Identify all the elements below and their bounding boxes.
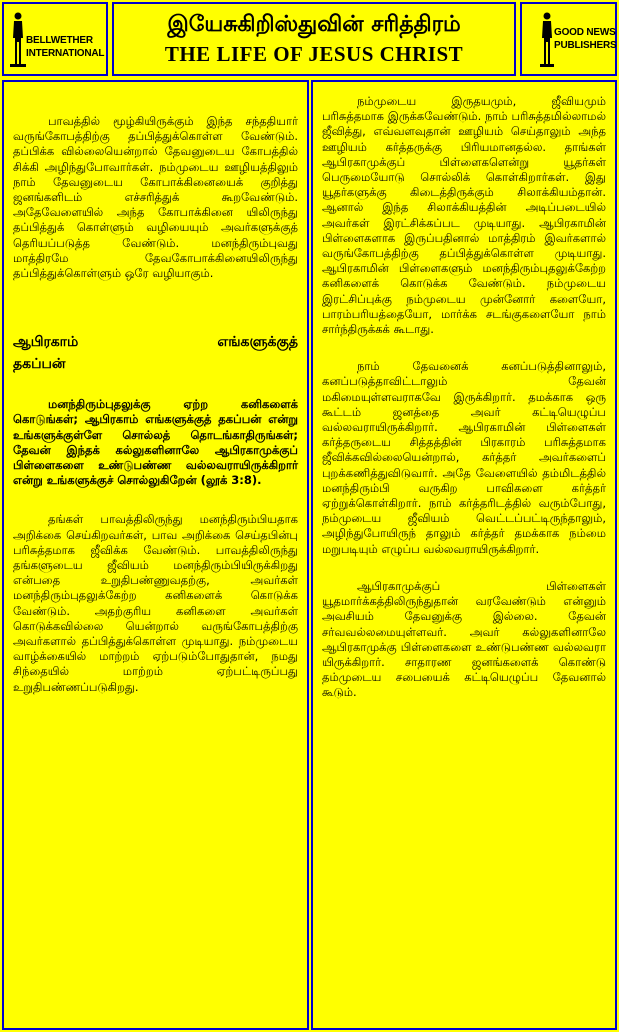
scripture-quote: மனந்திரும்புதலுக்கு ஏற்ற கனிகளைக் கொடுங்கள்; ஆபிரகாம் எங்களுக்குத் தகப்பன் என்று உங்களுக்குள்ளே சொல்லத் தொடங்காதிருங்கள்; தேவன் இந்தக் கல்லுகளினாலே ஆபிரகாமுக்குப் பிள்ளைகளை உண்டுபண்ண வல்லவராயிருக்கிறார் என்று உங்களுக்குச் சொல்லுகிறேன் (லூக் 3:8). (13, 397, 298, 488)
good-news-logo (520, 2, 617, 76)
good-news-logo-line2: PUBLISHERS (554, 40, 617, 51)
right-paragraph-2: நாம் தேவனைக் கனப்படுத்தினாலும், கனப்படுத்தாவிட்டாலும் தேவன் மகிமையுள்ளவராகவே இருக்கிறார். தமக்காக ஒரு கூட்டம் ஜனத்தை அவர் கட்டியெழுப்ப வல்லவராயிருக்கிறார். ஆபிரகாமின் பிள்ளைகள் கர்த்தருடைய சித்தத்தின் பிரகாரம் பரிசுத்தமாக ஜீவிக்கவில்லையென்றால், கர்த்தர் அவர்களைப் புறக்கணித்துவிடுவார். அதே வேளையில் தம்மிடத்தில் மனந்திரும்பி வருகிற பாவிகளை கர்த்தர் ஏற்றுக்கொள்கிறார். நாம் கர்த்தரிடத்தில் வரும்போது, நம்முடைய ஜீவியம் வெட்டப்பட்டிருந்தாலும், அழிந்துபோயிருந் தாலும் கர்த்தர் தமக்காக நம்மை மறுபடியும் எழுப்ப வல்லவராயிருக்கிறார். (322, 359, 606, 556)
bellwether-logo-line1: BELLWETHER (26, 35, 93, 46)
bellwether-figure-icon (10, 12, 26, 68)
section-heading-line1: ஆபிரகாம் எங்களுக்குத் (13, 334, 298, 351)
right-paragraph-1: நம்முடைய இருதயமும், ஜீவியமும் பரிசுத்தமாக இருக்கவேண்டும். நாம் பரிசுத்தமில்லாமல் ஜீவித்து, எவ்வளவுதான் ஊழியம் செய்தாலும் அந்த ஊழியம் கர்த்தருக்கு பிரியமானதல்ல. தாங்கள் ஆபிரகாமுக்குப் பிள்ளைகளென்று யூதர்கள் பெருமையோடு சொல்லிக் கொள்கிறார்கள். இது யூதர்களுக்கு கிடைத்திருக்கும் சிலாக்கியம்தான். ஆனால் இந்த சிலாக்கியத்தின் அடிப்படையில் அவர்கள் இரட்சிக்கப்பட முடியாது. ஆபிரகாமின் பிள்ளைகளாக இருப்பதினால் மாத்திரம் இவர்களால் வருங்கோபத்திற்கு தப்பித்துக்கொள்ள முடியாது. ஆபிரகாமின் பிள்ளைகளும் மனந்திரும்புதலுக்கேற்ற கனிகளைக் கொடுக்க வேண்டும். நம்முடைய இரட்சிப்புக்கு நம்முடைய முன்னோர் களையோ, பாரம்பரியத்தையோ, மார்க்க சடங்குகளையோ நாம் சார்ந்திருக்கக் கூடாது. (322, 94, 606, 337)
good-news-logo-line1: GOOD NEWS (554, 27, 616, 38)
bellwether-logo (2, 2, 108, 76)
left-paragraph-1: பாவத்தில் மூழ்கியிருக்கும் இந்த சந்ததியார் வருங்கோபத்திற்கு தப்பித்துக்கொள்ள வேண்டும். தப்பிக்க வில்லையென்றால் தேவனுடைய கோபத்தில் சிக்கி அழிந்துபோவார்கள். நம்முடைய ஊழியத்திலும் நாம் தேவனுடைய கோபாக்கினையைக் குறித்து ஜனங்களிடம் எச்சரித்துக் கூறவேண்டும். அதேவேளையில் அந்த கோபாக்கினை யிலிருந்து தப்பித்துக் கொள்ளும் வழியையும் அவர்களுக்குத் தெரியப்படுத்த வேண்டும். மனந்திரும்புவது மாத்திரமே தேவகோபாக்கினையிலிருந்து தப்பித்துக்கொள்ளும் ஒரே வழியாகும். (13, 114, 298, 281)
good-news-figure-icon (540, 12, 554, 68)
page-title-english: THE LIFE OF JESUS CHRIST (164, 42, 464, 66)
section-heading-line2: தகப்பன் (13, 356, 66, 373)
left-column (2, 80, 309, 1030)
right-paragraph-3: ஆபிரகாமுக்குப் பிள்ளைகள் யூதமார்க்கத்திலிருந்துதான் வரவேண்டும் என்னும் அவசியம் தேவனுக்கு இல்லை. தேவன் சர்வவல்லமையுள்ளவர். அவர் கல்லுகளினாலே ஆபிரகாமுக்கு பிள்ளைகளை உண்டுபண்ண வல்லவரா யிருக்கிறார். சாதாரண ஜனங்களைக் கொண்டு தம்முடைய சபையைக் கட்டியெழுப்ப தேவனால் கூடும். (322, 578, 606, 700)
page-title-tamil: இயேசுகிறிஸ்துவின் சரித்திரம் (167, 11, 461, 37)
bellwether-logo-line2: INTERNATIONAL (26, 48, 105, 59)
left-paragraph-2: தங்கள் பாவத்திலிருந்து மனந்திரும்பியதாக அறிக்கை செய்கிறவர்கள், பாவ அறிக்கை செய்தபின்பு பரிசுத்தமாக ஜீவிக்க வேண்டும். பாவத்திலிருந்து தங்களுடைய ஜீவியம் மனந்திரும்பியிருக்கிறது என்பதை உறுதிபண்ணுவதற்கு, அவர்கள் மனந்திரும்புதலுக்கேற்ற கனிகளைக் கொடுக்க வேண்டும். அதற்குரிய கனிகளை அவர்கள் கொடுக்கவில்லை யென்றால் வருங்கோபத்திற்கு அவர்களால் தப்பித்துக்கொள்ள முடியாது. நம்முடைய வாழ்க்கையில் மாற்றம் ஏற்படும்போதுதான், நமது சிந்தையில் மாற்றம் ஏற்பட்டிருப்பது உறுதிபண்ணப்படுகிறது. (13, 512, 298, 694)
title-box (112, 2, 516, 76)
right-column (311, 80, 617, 1030)
page-header (0, 0, 619, 80)
